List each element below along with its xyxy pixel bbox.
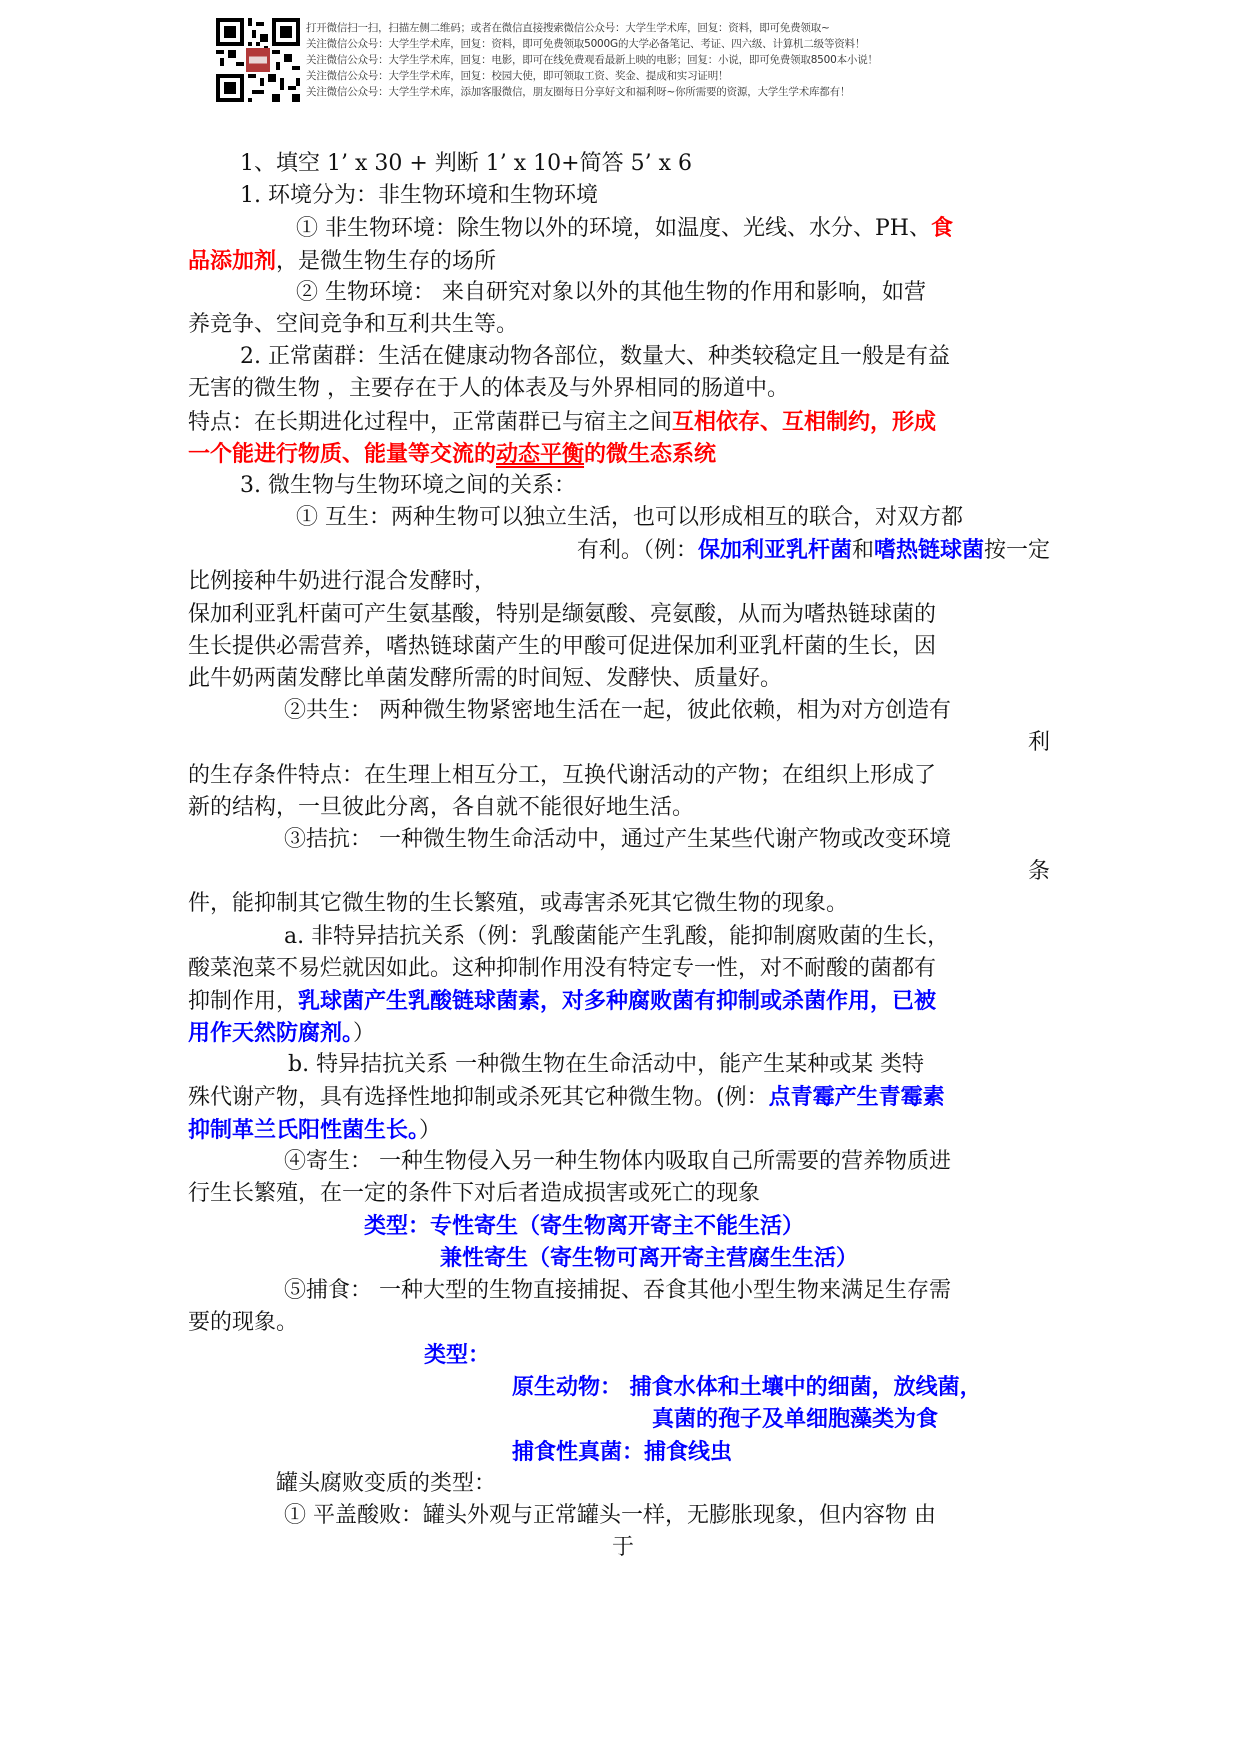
highlight-blue: 乳球菌产生乳酸链球菌素，对多种腐败菌有抑制或杀菌作用，已被 xyxy=(298,987,937,1014)
canned-spoilage-title: 罐头腐败变质的类型： xyxy=(276,1470,497,1496)
promo-text-block xyxy=(306,20,1006,100)
promo-line: 关注微信公众号：大学生学术库，添加客服微信，朋友圈每日分享好文和福利呀~你所需要的资源，大学生学术库都有！ xyxy=(306,86,851,98)
highlight-blue: 嗜热链球菌 xyxy=(873,537,984,564)
nonspecific-antagonism-2: 酸菜泡菜不易烂就因如此。这种抑制作用没有特定专一性，对不耐酸的菌都有 xyxy=(188,955,937,981)
score-line: 1、填空 1’ x 30 + 判断 1’ x 10+简答 5’ x 6 xyxy=(240,151,692,176)
text: 殊代谢产物，具有选择性地抑制或杀死其它种微生物。(例： xyxy=(188,1085,769,1111)
canned-spoilage-line-1: ① 平盖酸败：罐头外观与正常罐头一样，无膨胀现象，但内容物 由 xyxy=(284,1502,936,1528)
parasitism-line-1: ④寄生： 一种生物侵入另一种生物体内吸取自己所需要的营养物质进 xyxy=(284,1148,951,1174)
text: 有利。（例： xyxy=(576,538,698,564)
section-2-line-2: 无害的微生物 ，主要存在于人的体表及与外界相同的肠道中。 xyxy=(188,376,789,402)
highlight-blue: 用作天然防腐剂。 xyxy=(188,1020,354,1047)
promo-line: 关注微信公众号：大学生学术库，回复：资料，即可免费领取5000G的大学必备笔记、考证、四六级、计算机二级等资料！ xyxy=(306,38,866,50)
mutualism-line-5: 生长提供必需营养，嗜热链球菌产生的甲酸可促进保加利亚乳杆菌的生长，因 xyxy=(188,633,937,659)
text: 按一定 xyxy=(983,538,1050,564)
predation-line-1: ⑤捕食： 一种大型的生物直接捕捉、吞食其他小型生物来满足生存需 xyxy=(284,1277,951,1303)
specific-antagonism-1: b. 特异拮抗关系 一种微生物在生命活动中，能产生某种或某 类特 xyxy=(288,1052,925,1078)
symbiosis-line-1: ②共生： 两种微生物紧密地生活在一起，彼此依赖，相为对方创造有 xyxy=(284,698,951,724)
specific-antagonism-3 xyxy=(188,1114,1050,1146)
section-2-line-1: 2. 正常菌群：生活在健康动物各部位，数量大、种类较稳定且一般是有益 xyxy=(240,344,950,370)
section-3-title: 3. 微生物与生物环境之间的关系： xyxy=(240,472,576,498)
features-line-cont xyxy=(188,438,1050,470)
highlight-blue: 点青霉产生青霉素 xyxy=(768,1084,945,1111)
predation-protozoa-2: 真菌的孢子及单细胞藻类为食 xyxy=(652,1406,939,1433)
text: 特点：在长期进化过程中，正常菌群已与宿主之间 xyxy=(188,409,673,435)
predation-line-2: 要的现象。 xyxy=(188,1309,299,1335)
highlight-red: 的微生态系统 xyxy=(584,440,717,467)
abiotic-env-cont xyxy=(188,245,1050,277)
promo-line: 关注微信公众号：大学生学术库，回复：校园大使，即可领取工资、奖金、提成和实习证明！ xyxy=(306,70,729,82)
canned-spoilage-line-2: 于 xyxy=(612,1535,635,1561)
highlight-blue: 抑制革兰氏阳性菌生长。 xyxy=(188,1116,420,1143)
highlight-red: 品添加剂 xyxy=(188,247,277,274)
text: ，是微生物生存的场所 xyxy=(276,248,497,274)
predation-protozoa-1: 原生动物： 捕食水体和土壤中的细菌，放线菌， xyxy=(512,1374,982,1401)
antagonism-line-2: 条 xyxy=(1027,859,1050,885)
antagonism-line-1: ③拮抗： 一种微生物生命活动中，通过产生某些代谢产物或改变环境 xyxy=(284,826,951,852)
nonspecific-antagonism-1: a. 非特异拮抗关系（例：乳酸菌能产生乳酸，能抑制腐败菌的生长， xyxy=(284,923,950,949)
features-line xyxy=(188,406,1050,438)
biotic-env-cont: 养竞争、空间竞争和互利共生等。 xyxy=(188,311,519,337)
predation-fungi: 捕食性真菌：捕食线虫 xyxy=(512,1438,733,1465)
parasitism-line-2: 行生长繁殖，在一定的条件下对后者造成损害或死亡的现象 xyxy=(188,1181,761,1206)
biotic-env-line: ② 生物环境： 来自研究对象以外的其他生物的作用和影响，如营 xyxy=(296,279,926,305)
text: ） xyxy=(419,1117,442,1143)
nonspecific-antagonism-4 xyxy=(188,1017,1050,1049)
predation-type-label: 类型： xyxy=(424,1341,491,1368)
specific-antagonism-2 xyxy=(188,1081,1050,1113)
mutualism-line-3: 比例接种牛奶进行混合发酵时， xyxy=(188,569,497,595)
document-body xyxy=(188,148,1050,1564)
promo-header xyxy=(216,18,976,102)
double-underlined-term: 动态平衡 xyxy=(496,440,585,467)
symbiosis-line-2: 利 xyxy=(1027,730,1050,756)
highlight-red: 互相依存、互相制约，形成 xyxy=(672,408,937,435)
highlight-blue: 保加利亚乳杆菌 xyxy=(697,537,852,564)
abiotic-env-line xyxy=(188,212,1050,244)
text: ） xyxy=(353,1021,376,1047)
highlight-red: 食 xyxy=(930,215,953,242)
highlight-red: 一个能进行物质、能量等交流的 xyxy=(188,440,497,467)
parasitism-type-2: 兼性寄生（寄生物可离开寄主营腐生生活） xyxy=(440,1245,859,1272)
text: 和 xyxy=(851,538,874,564)
symbiosis-line-3: 的生存条件特点：在生理上相互分工，互换代谢活动的产物；在组织上形成了 xyxy=(188,762,937,788)
qr-code-icon[interactable] xyxy=(216,18,300,102)
mutualism-line-4: 保加利亚乳杆菌可产生氨基酸，特别是缬氨酸、亮氨酸，从而为嗜热链球菌的 xyxy=(188,601,937,627)
symbiosis-line-4: 新的结构，一旦彼此分离，各自就不能很好地生活。 xyxy=(188,794,695,820)
parasitism-type-1: 类型：专性寄生（寄生物离开寄主不能生活） xyxy=(364,1213,805,1240)
mutualism-line-1: ① 互生：两种生物可以独立生活，也可以形成相互的联合，对双方都 xyxy=(296,505,963,531)
text: ① 非生物环境：除生物以外的环境，如温度、光线、水分、PH、 xyxy=(296,216,931,242)
section-1-title: 1. 环境分为：非生物环境和生物环境 xyxy=(240,183,598,209)
mutualism-line-2 xyxy=(188,534,1050,566)
text: 抑制作用， xyxy=(188,988,299,1014)
antagonism-line-3: 件，能抑制其它微生物的生长繁殖，或毒害杀死其它微生物的现象。 xyxy=(188,891,849,917)
mutualism-line-6: 此牛奶两菌发酵比单菌发酵所需的时间短、发酵快、质量好。 xyxy=(188,666,783,691)
nonspecific-antagonism-3 xyxy=(188,985,1050,1017)
promo-line: 关注微信公众号：大学生学术库，回复：电影，即可在线免费观看最新上映的电影；回复：小说，即可免费领取8500本小说！ xyxy=(306,54,878,66)
promo-line: 打开微信扫一扫，扫描左侧二维码；或者在微信直接搜索微信公众号：大学生学术库，回复：资料，即可免费领取~ xyxy=(306,22,830,34)
